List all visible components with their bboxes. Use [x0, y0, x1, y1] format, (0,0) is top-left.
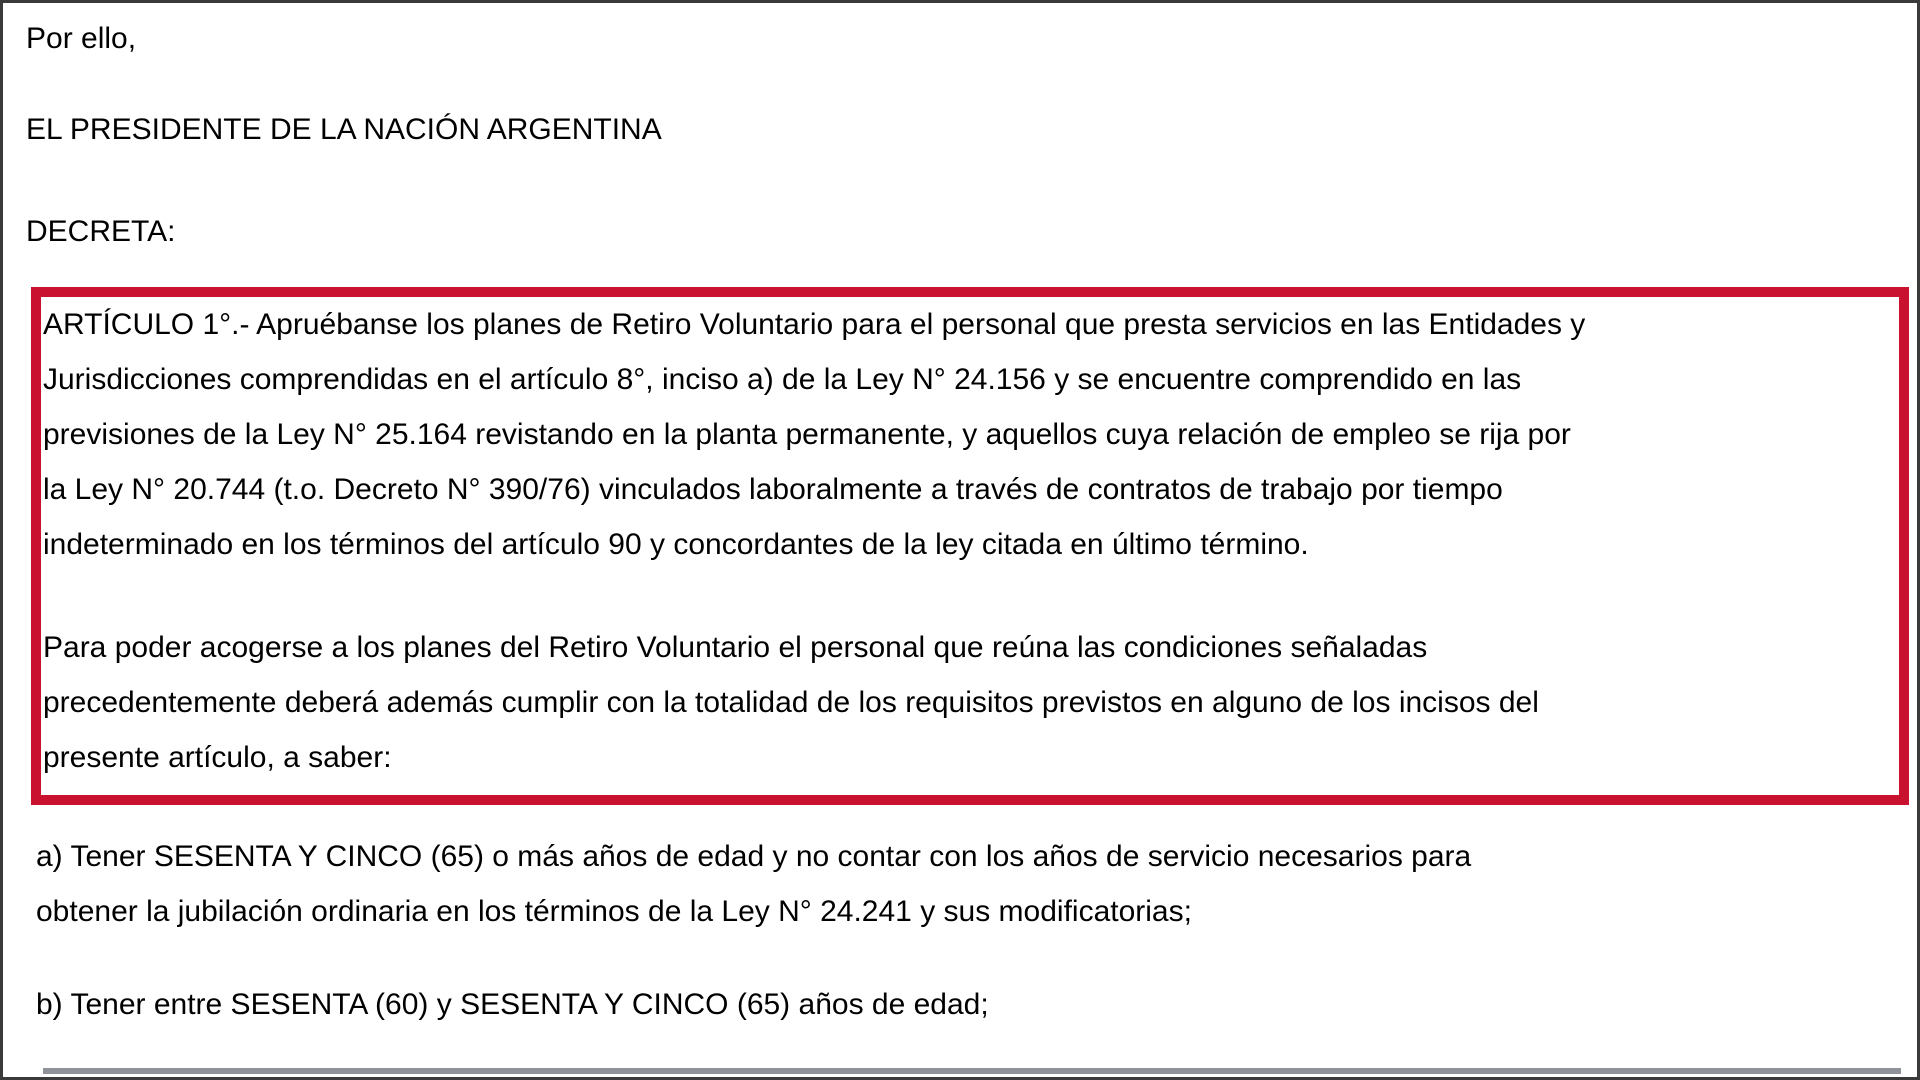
text-line: b) Tener entre SESENTA (60) y SESENTA Y CINCO (65) años de edad;: [36, 988, 989, 1021]
text-line: presente artículo, a saber:: [43, 741, 392, 774]
text-line: Jurisdicciones comprendidas en el artículo 8°, inciso a) de la Ley N° 24.156 y se encuentre comprendido en las: [43, 363, 1522, 396]
text-line: obtener la jubilación ordinaria en los términos de la Ley N° 24.241 y sus modificatorias;: [36, 895, 1192, 928]
text-line: ARTÍCULO 1°.- Apruébanse los planes de Retiro Voluntario para el personal que presta servicios en las Entidades y: [43, 308, 1586, 341]
item-b: [36, 977, 1909, 1032]
document-content: [3, 3, 1917, 1077]
article-paragraph-1: [43, 297, 1893, 572]
decreta-label: DECRETA:: [26, 215, 176, 248]
authority-line: EL PRESIDENTE DE LA NACIÓN ARGENTINA: [26, 113, 662, 146]
text-line: Para poder acogerse a los planes del Retiro Voluntario el personal que reúna las condiciones señaladas: [43, 631, 1428, 664]
text-line: previsiones de la Ley N° 25.164 revistando en la planta permanente, y aquellos cuya relación de empleo se rija por: [43, 418, 1571, 451]
article-paragraph-2: [43, 620, 1893, 785]
text-line: precedentemente deberá además cumplir con la totalidad de los requisitos previstos en alguno de los incisos del: [43, 686, 1539, 719]
text-line: a) Tener SESENTA Y CINCO (65) o más años de edad y no contar con los años de servicio necesarios para: [36, 840, 1472, 873]
text-line: la Ley N° 20.744 (t.o. Decreto N° 390/76) vinculados laboralmente a través de contratos de trabajo por tiempo: [43, 473, 1503, 506]
partial-gray-bar: [43, 1068, 1901, 1074]
text-line: indeterminado en los términos del artículo 90 y concordantes de la ley citada en último término.: [43, 528, 1309, 561]
highlighted-article-box: [31, 287, 1909, 805]
item-a: [36, 829, 1909, 939]
intro-line: Por ello,: [26, 22, 137, 55]
